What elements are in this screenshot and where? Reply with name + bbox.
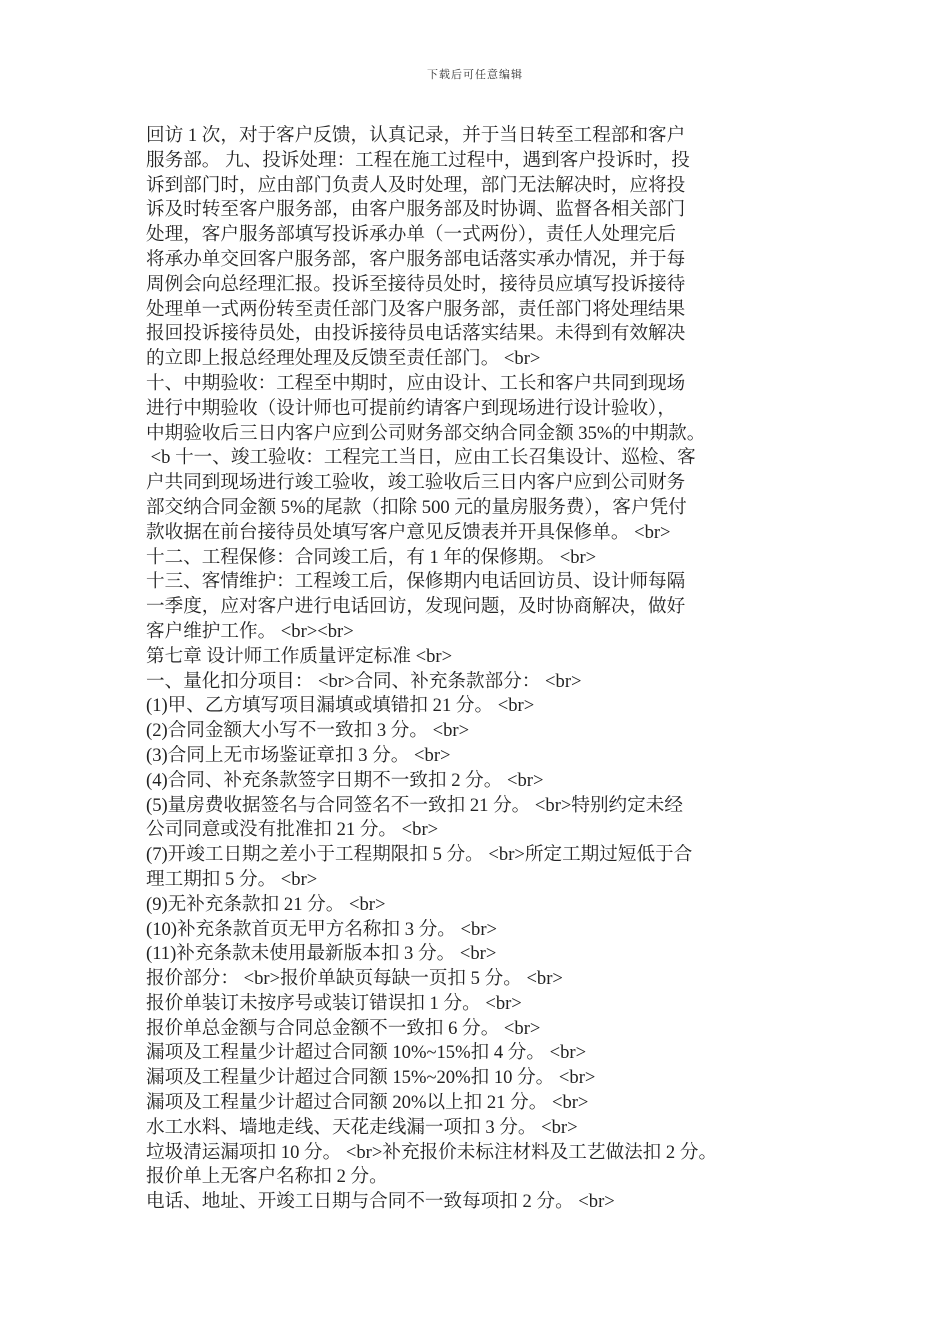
text-line: (2)合同金额大小写不一致扣 3 分。 <br> bbox=[146, 720, 470, 742]
text-line: 报价单总金额与合同总金额不一致扣 6 分。 <br> bbox=[146, 1017, 541, 1039]
text-line: 理工期扣 5 分。 <br> bbox=[146, 868, 318, 890]
text-line: 服务部。 九、投诉处理：工程在施工过程中，遇到客户投诉时，投 bbox=[146, 149, 690, 171]
text-line: 水工水料、墙地走线、天花走线漏一项扣 3 分。 <br> bbox=[146, 1116, 578, 1138]
text-line: 诉到部门时，应由部门负责人及时处理，部门无法解决时，应将投 bbox=[146, 174, 686, 196]
text-line: <b 十一、竣工验收：工程完工当日，应由工长召集设计、巡检、客 bbox=[146, 447, 696, 469]
text-line: (9)无补充条款扣 21 分。 <br> bbox=[146, 893, 386, 915]
text-line: 报价部分： <br>报价单缺页每缺一页扣 5 分。 <br> bbox=[146, 968, 563, 990]
text-line: 处理单一式两份转至责任部门及客户服务部，责任部门将处理结果 bbox=[146, 298, 686, 320]
text-line: 款收据在前台接待员处填写客户意见反馈表并开具保修单。 <br> bbox=[146, 521, 671, 543]
text-line: (11)补充条款未使用最新版本扣 3 分。 <br> bbox=[146, 943, 497, 965]
text-line: 漏项及工程量少计超过合同额 10%~15%扣 4 分。 <br> bbox=[146, 1042, 587, 1064]
text-line: 中期验收后三日内客户应到公司财务部交纳合同金额 35%的中期款。 bbox=[146, 422, 706, 444]
text-line: (4)合同、补充条款签字日期不一致扣 2 分。 <br> bbox=[146, 769, 544, 791]
text-line: (7)开竣工日期之差小于工程期限扣 5 分。 <br>所定工期过短低于合 bbox=[146, 844, 693, 866]
text-line: 垃圾清运漏项扣 10 分。 <br>补充报价未标注材料及工艺做法扣 2 分。 bbox=[146, 1141, 718, 1163]
text-line: 一季度，应对客户进行电话回访，发现问题，及时协商解决，做好 bbox=[146, 596, 686, 618]
text-line: 报价单装订未按序号或装订错误扣 1 分。 <br> bbox=[146, 992, 522, 1014]
document-body bbox=[146, 124, 836, 1215]
text-line: (5)量房费收据签名与合同签名不一致扣 21 分。 <br>特别约定未经 bbox=[146, 794, 683, 816]
text-line: 部交纳合同金额 5%的尾款（扣除 500 元的量房服务费），客户凭付 bbox=[146, 496, 687, 518]
text-line: (10)补充条款首页无甲方名称扣 3 分。 <br> bbox=[146, 918, 497, 940]
text-line: 户共同到现场进行竣工验收，竣工验收后三日内客户应到公司财务 bbox=[146, 472, 686, 494]
text-line: (3)合同上无市场鉴证章扣 3 分。 <br> bbox=[146, 744, 451, 766]
text-line: 回访 1 次，对于客户反馈，认真记录，并于当日转至工程部和客户 bbox=[146, 125, 686, 146]
text-line: 客户维护工作。 <br><br> bbox=[146, 620, 354, 642]
text-line: 处理，客户服务部填写投诉承办单（一式两份），责任人处理完后 bbox=[146, 224, 676, 246]
text-line: 报价单上无客户名称扣 2 分。 bbox=[146, 1166, 388, 1188]
text-line: 公司同意或没有批准扣 21 分。 <br> bbox=[146, 819, 439, 841]
text-line: 进行中期验收（设计师也可提前约请客户到现场进行设计验收）， bbox=[146, 397, 676, 419]
text-line: (1)甲、乙方填写项目漏填或填错扣 21 分。 <br> bbox=[146, 695, 535, 717]
text-line: 将承办单交回客户服务部，客户服务部电话落实承办情况，并于每 bbox=[146, 248, 686, 270]
text-line: 诉及时转至客户服务部，由客户服务部及时协调、监督各相关部门 bbox=[146, 199, 686, 221]
text-line: 十三、客情维护：工程竣工后，保修期内电话回访员、设计师每隔 bbox=[146, 571, 686, 593]
text-line: 十、中期验收：工程至中期时，应由设计、工长和客户共同到现场 bbox=[146, 372, 686, 394]
text-line: 第七章 设计师工作质量评定标准 <br> bbox=[146, 645, 453, 667]
text-line: 电话、地址、开竣工日期与合同不一致每项扣 2 分。 <br> bbox=[146, 1191, 615, 1213]
page-header: 下载后可任意编辑 bbox=[427, 68, 523, 81]
text-line: 漏项及工程量少计超过合同额 20%以上扣 21 分。 <br> bbox=[146, 1092, 589, 1114]
text-line: 的立即上报总经理处理及反馈至责任部门。 <br> bbox=[146, 348, 541, 370]
text-line: 一、量化扣分项目： <br>合同、补充条款部分： <br> bbox=[146, 670, 582, 692]
text-line: 漏项及工程量少计超过合同额 15%~20%扣 10 分。 <br> bbox=[146, 1067, 596, 1089]
text-line: 报回投诉接待员处，由投诉接待员电话落实结果。未得到有效解决 bbox=[146, 323, 686, 345]
text-line: 周例会向总经理汇报。投诉至接待员处时，接待员应填写投诉接待 bbox=[146, 273, 686, 295]
text-line: 十二、工程保修：合同竣工后，有 1 年的保修期。 <br> bbox=[146, 546, 597, 568]
